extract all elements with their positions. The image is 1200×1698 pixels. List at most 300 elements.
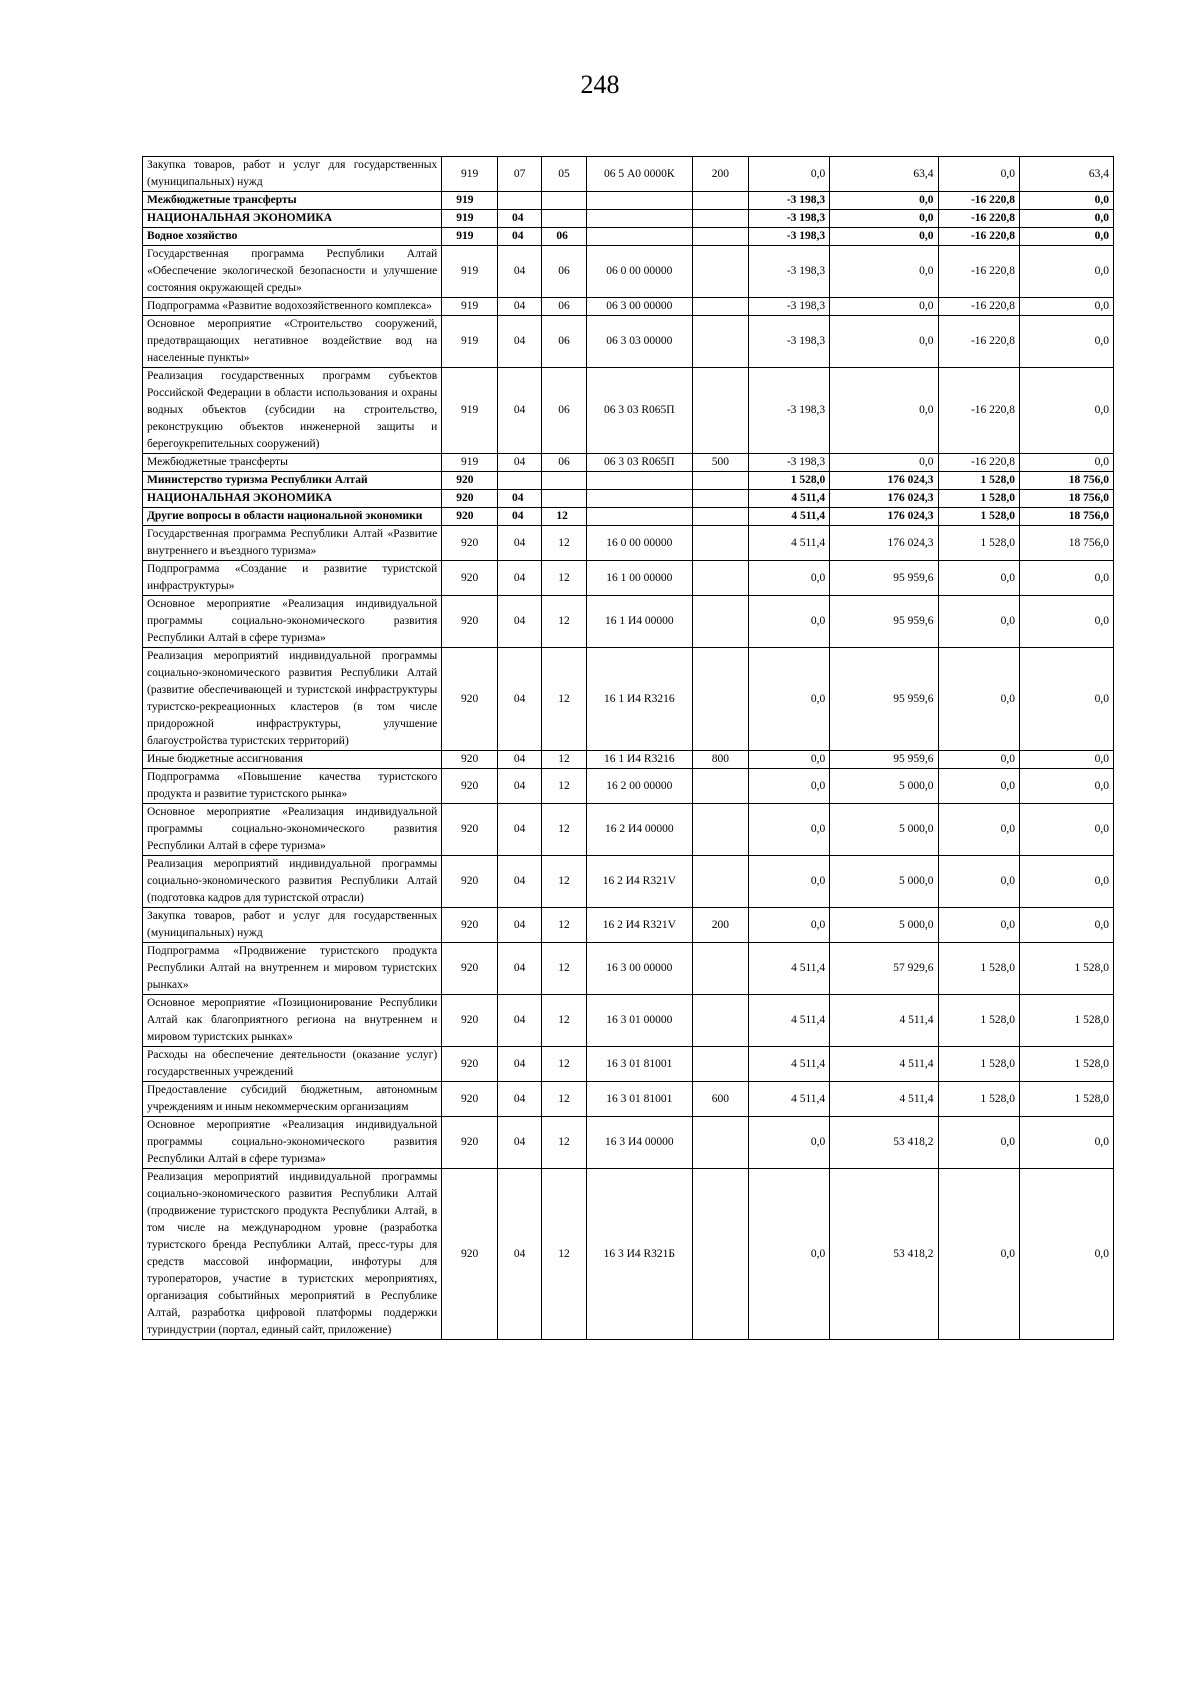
amount-1: 0,0 [748, 908, 830, 943]
row-name: Основное мероприятие «Реализация индивидуальной программы социально-экономического развития Республики Алтай в сфере туризма» [143, 804, 442, 856]
ministry-code: 919 [442, 368, 498, 454]
amount-3: -16 220,8 [938, 228, 1020, 246]
expense-type-code [692, 856, 748, 908]
section-code: 04 [497, 561, 541, 596]
subsection-code: 12 [542, 908, 586, 943]
target-article-code: 16 2 00 00000 [586, 769, 692, 804]
table-row [143, 210, 1114, 228]
amount-3: 0,0 [938, 804, 1020, 856]
expense-type-code [692, 192, 748, 210]
amount-4: 0,0 [1020, 648, 1114, 751]
ministry-code: 920 [442, 1047, 498, 1082]
amount-1: 0,0 [748, 856, 830, 908]
ministry-code: 920 [442, 908, 498, 943]
ministry-code: 920 [442, 1169, 498, 1340]
amount-2: 0,0 [830, 368, 938, 454]
amount-4: 1 528,0 [1020, 995, 1114, 1047]
table-row [143, 472, 1114, 490]
amount-2: 0,0 [830, 210, 938, 228]
amount-4: 1 528,0 [1020, 1082, 1114, 1117]
amount-2: 176 024,3 [830, 508, 938, 526]
target-article-code: 16 3 И4 00000 [586, 1117, 692, 1169]
target-article-code [586, 490, 692, 508]
ministry-code: 920 [442, 995, 498, 1047]
amount-2: 5 000,0 [830, 856, 938, 908]
row-name: Подпрограмма «Повышение качества туристского продукта и развитие туристского рынка» [143, 769, 442, 804]
target-article-code: 06 3 03 R065П [586, 368, 692, 454]
amount-3: -16 220,8 [938, 298, 1020, 316]
subsection-code: 06 [542, 368, 586, 454]
amount-1: 0,0 [748, 157, 830, 192]
table-row [143, 157, 1114, 192]
expense-type-code: 800 [692, 751, 748, 769]
amount-3: 1 528,0 [938, 508, 1020, 526]
amount-3: 0,0 [938, 769, 1020, 804]
expense-type-code [692, 1117, 748, 1169]
section-code: 04 [497, 856, 541, 908]
table-row [143, 561, 1114, 596]
amount-4: 0,0 [1020, 192, 1114, 210]
subsection-code: 12 [542, 508, 586, 526]
target-article-code: 16 3 И4 R321Б [586, 1169, 692, 1340]
amount-3: 0,0 [938, 648, 1020, 751]
amount-4: 18 756,0 [1020, 526, 1114, 561]
subsection-code [542, 192, 586, 210]
row-name: Водное хозяйство [143, 228, 442, 246]
table-row [143, 1117, 1114, 1169]
subsection-code: 06 [542, 316, 586, 368]
section-code: 04 [497, 490, 541, 508]
target-article-code: 16 1 00 00000 [586, 561, 692, 596]
table-row [143, 1169, 1114, 1340]
amount-1: 4 511,4 [748, 490, 830, 508]
section-code: 04 [497, 316, 541, 368]
amount-4: 63,4 [1020, 157, 1114, 192]
amount-3: 0,0 [938, 561, 1020, 596]
amount-1: 4 511,4 [748, 508, 830, 526]
table-row [143, 454, 1114, 472]
expense-type-code [692, 472, 748, 490]
amount-4: 0,0 [1020, 751, 1114, 769]
amount-3: 0,0 [938, 908, 1020, 943]
ministry-code: 920 [442, 856, 498, 908]
amount-4: 18 756,0 [1020, 508, 1114, 526]
amount-2: 53 418,2 [830, 1169, 938, 1340]
row-name: Подпрограмма «Развитие водохозяйственного комплекса» [143, 298, 442, 316]
row-name: Реализация государственных программ субъектов Российской Федерации в области использования и охраны водных объектов (субсидии на строительство, реконструкцию объектов инженерной защиты и берегоукрепительных сооружений) [143, 368, 442, 454]
row-name: Подпрограмма «Создание и развитие туристской инфраструктуры» [143, 561, 442, 596]
expense-type-code [692, 769, 748, 804]
ministry-code: 920 [442, 751, 498, 769]
amount-2: 0,0 [830, 192, 938, 210]
amount-1: -3 198,3 [748, 454, 830, 472]
expense-type-code [692, 804, 748, 856]
amount-4: 0,0 [1020, 246, 1114, 298]
amount-4: 0,0 [1020, 769, 1114, 804]
amount-4: 0,0 [1020, 298, 1114, 316]
table-row [143, 1082, 1114, 1117]
amount-2: 4 511,4 [830, 1047, 938, 1082]
section-code: 04 [497, 1047, 541, 1082]
section-code: 04 [497, 995, 541, 1047]
amount-1: -3 198,3 [748, 228, 830, 246]
table-row [143, 228, 1114, 246]
row-name: НАЦИОНАЛЬНАЯ ЭКОНОМИКА [143, 490, 442, 508]
expense-type-code [692, 648, 748, 751]
ministry-code: 919 [442, 298, 498, 316]
amount-3: -16 220,8 [938, 192, 1020, 210]
amount-3: 0,0 [938, 157, 1020, 192]
expense-type-code [692, 1047, 748, 1082]
expense-type-code: 600 [692, 1082, 748, 1117]
table-row [143, 508, 1114, 526]
ministry-code: 920 [442, 596, 498, 648]
target-article-code: 16 3 01 81001 [586, 1047, 692, 1082]
expense-type-code [692, 228, 748, 246]
expense-type-code [692, 490, 748, 508]
amount-2: 63,4 [830, 157, 938, 192]
target-article-code: 16 1 И4 R3216 [586, 648, 692, 751]
amount-3: -16 220,8 [938, 210, 1020, 228]
section-code: 04 [497, 1169, 541, 1340]
subsection-code: 12 [542, 751, 586, 769]
amount-4: 0,0 [1020, 1169, 1114, 1340]
subsection-code: 12 [542, 1047, 586, 1082]
ministry-code: 920 [442, 648, 498, 751]
row-name: Государственная программа Республики Алтай «Развитие внутреннего и въездного туризма» [143, 526, 442, 561]
amount-2: 176 024,3 [830, 526, 938, 561]
expense-type-code [692, 316, 748, 368]
ministry-code: 920 [442, 561, 498, 596]
section-code: 04 [497, 596, 541, 648]
amount-1: 0,0 [748, 1169, 830, 1340]
page-number: 248 [580, 70, 620, 99]
amount-4: 0,0 [1020, 228, 1114, 246]
expense-type-code [692, 596, 748, 648]
row-name: Основное мероприятие «Строительство сооружений, предотвращающих негативное воздействие вод на населенные пункты» [143, 316, 442, 368]
amount-3: 1 528,0 [938, 1082, 1020, 1117]
table-row [143, 908, 1114, 943]
section-code: 04 [497, 1082, 541, 1117]
target-article-code: 16 2 И4 R321V [586, 908, 692, 943]
section-code: 04 [497, 246, 541, 298]
table-row [143, 596, 1114, 648]
amount-2: 4 511,4 [830, 1082, 938, 1117]
amount-3: -16 220,8 [938, 454, 1020, 472]
amount-3: 1 528,0 [938, 526, 1020, 561]
ministry-code: 919 [442, 210, 498, 228]
target-article-code [586, 228, 692, 246]
ministry-code: 920 [442, 804, 498, 856]
amount-3: 0,0 [938, 751, 1020, 769]
subsection-code [542, 490, 586, 508]
row-name: Основное мероприятие «Реализация индивидуальной программы социально-экономического развития Республики Алтай в сфере туризма» [143, 1117, 442, 1169]
table-row [143, 648, 1114, 751]
amount-4: 0,0 [1020, 856, 1114, 908]
subsection-code: 12 [542, 596, 586, 648]
subsection-code: 12 [542, 561, 586, 596]
section-code: 04 [497, 368, 541, 454]
row-name: Реализация мероприятий индивидуальной программы социально-экономического развития Республики Алтай (развитие обеспечивающей и туристской инфраструктуры туристско-рекреационных кластеров (в том числе придорожной инфраструктуры, улучшение благоустройства туристских территорий) [143, 648, 442, 751]
amount-3: 0,0 [938, 596, 1020, 648]
amount-3: -16 220,8 [938, 316, 1020, 368]
row-name: Другие вопросы в области национальной экономики [143, 508, 442, 526]
row-name: Межбюджетные трансферты [143, 454, 442, 472]
amount-1: 0,0 [748, 769, 830, 804]
amount-1: -3 198,3 [748, 368, 830, 454]
row-name: НАЦИОНАЛЬНАЯ ЭКОНОМИКА [143, 210, 442, 228]
expense-type-code [692, 995, 748, 1047]
row-name: Предоставление субсидий бюджетным, автономным учреждениям и иным некоммерческим организациям [143, 1082, 442, 1117]
expense-type-code: 500 [692, 454, 748, 472]
subsection-code: 12 [542, 1117, 586, 1169]
table-row [143, 751, 1114, 769]
amount-3: 0,0 [938, 856, 1020, 908]
table-row [143, 856, 1114, 908]
target-article-code [586, 472, 692, 490]
section-code: 04 [497, 298, 541, 316]
amount-1: 0,0 [748, 561, 830, 596]
amount-3: 1 528,0 [938, 1047, 1020, 1082]
amount-2: 53 418,2 [830, 1117, 938, 1169]
table-row [143, 490, 1114, 508]
section-code: 04 [497, 210, 541, 228]
target-article-code: 16 3 01 00000 [586, 995, 692, 1047]
amount-1: 1 528,0 [748, 472, 830, 490]
expense-type-code [692, 1169, 748, 1340]
amount-3: 1 528,0 [938, 490, 1020, 508]
amount-1: 4 511,4 [748, 995, 830, 1047]
amount-4: 0,0 [1020, 210, 1114, 228]
amount-4: 1 528,0 [1020, 943, 1114, 995]
section-code [497, 472, 541, 490]
subsection-code: 12 [542, 1169, 586, 1340]
amount-1: 0,0 [748, 648, 830, 751]
amount-4: 0,0 [1020, 908, 1114, 943]
amount-4: 0,0 [1020, 368, 1114, 454]
ministry-code: 920 [442, 508, 498, 526]
subsection-code: 12 [542, 648, 586, 751]
target-article-code: 16 3 00 00000 [586, 943, 692, 995]
subsection-code: 06 [542, 298, 586, 316]
section-code: 04 [497, 648, 541, 751]
target-article-code [586, 210, 692, 228]
amount-2: 176 024,3 [830, 472, 938, 490]
subsection-code: 06 [542, 454, 586, 472]
table-row [143, 804, 1114, 856]
target-article-code: 16 0 00 00000 [586, 526, 692, 561]
amount-2: 4 511,4 [830, 995, 938, 1047]
amount-2: 5 000,0 [830, 769, 938, 804]
target-article-code: 16 3 01 81001 [586, 1082, 692, 1117]
table-row [143, 368, 1114, 454]
amount-1: 4 511,4 [748, 526, 830, 561]
amount-4: 1 528,0 [1020, 1047, 1114, 1082]
amount-4: 18 756,0 [1020, 472, 1114, 490]
expense-type-code [692, 561, 748, 596]
budget-table [142, 156, 1114, 1340]
table-row [143, 943, 1114, 995]
amount-4: 0,0 [1020, 316, 1114, 368]
section-code: 04 [497, 908, 541, 943]
amount-3: -16 220,8 [938, 246, 1020, 298]
amount-4: 0,0 [1020, 561, 1114, 596]
table-row [143, 769, 1114, 804]
row-name: Расходы на обеспечение деятельности (оказание услуг) государственных учреждений [143, 1047, 442, 1082]
subsection-code: 12 [542, 995, 586, 1047]
amount-2: 95 959,6 [830, 751, 938, 769]
amount-2: 0,0 [830, 228, 938, 246]
target-article-code: 16 2 И4 R321V [586, 856, 692, 908]
amount-1: -3 198,3 [748, 298, 830, 316]
amount-3: 0,0 [938, 1169, 1020, 1340]
expense-type-code [692, 210, 748, 228]
row-name: Реализация мероприятий индивидуальной программы социально-экономического развития Республики Алтай (подготовка кадров для туристской отрасли) [143, 856, 442, 908]
ministry-code: 919 [442, 157, 498, 192]
amount-3: 0,0 [938, 1117, 1020, 1169]
row-name: Межбюджетные трансферты [143, 192, 442, 210]
subsection-code: 12 [542, 526, 586, 561]
table-row [143, 526, 1114, 561]
row-name: Подпрограмма «Продвижение туристского продукта Республики Алтай на внутреннем и мировом туристских рынках» [143, 943, 442, 995]
target-article-code [586, 508, 692, 526]
amount-2: 176 024,3 [830, 490, 938, 508]
amount-4: 18 756,0 [1020, 490, 1114, 508]
amount-1: 0,0 [748, 596, 830, 648]
table-row [143, 316, 1114, 368]
section-code: 04 [497, 804, 541, 856]
amount-2: 0,0 [830, 454, 938, 472]
ministry-code: 920 [442, 472, 498, 490]
amount-2: 0,0 [830, 316, 938, 368]
amount-1: -3 198,3 [748, 316, 830, 368]
amount-2: 0,0 [830, 298, 938, 316]
amount-2: 95 959,6 [830, 596, 938, 648]
subsection-code: 05 [542, 157, 586, 192]
target-article-code: 06 3 00 00000 [586, 298, 692, 316]
row-name: Министерство туризма Республики Алтай [143, 472, 442, 490]
subsection-code: 06 [542, 228, 586, 246]
table-row [143, 192, 1114, 210]
subsection-code: 12 [542, 943, 586, 995]
expense-type-code [692, 246, 748, 298]
target-article-code: 06 3 03 00000 [586, 316, 692, 368]
section-code: 04 [497, 228, 541, 246]
amount-1: -3 198,3 [748, 210, 830, 228]
target-article-code: 06 5 А0 0000К [586, 157, 692, 192]
amount-3: 1 528,0 [938, 995, 1020, 1047]
section-code: 04 [497, 508, 541, 526]
subsection-code: 12 [542, 1082, 586, 1117]
expense-type-code [692, 298, 748, 316]
row-name: Закупка товаров, работ и услуг для государственных (муниципальных) нужд [143, 908, 442, 943]
ministry-code: 919 [442, 246, 498, 298]
amount-2: 5 000,0 [830, 908, 938, 943]
section-code: 04 [497, 454, 541, 472]
target-article-code: 16 2 И4 00000 [586, 804, 692, 856]
subsection-code [542, 210, 586, 228]
amount-2: 0,0 [830, 246, 938, 298]
target-article-code [586, 192, 692, 210]
amount-2: 5 000,0 [830, 804, 938, 856]
amount-1: 4 511,4 [748, 1082, 830, 1117]
target-article-code: 06 0 00 00000 [586, 246, 692, 298]
row-name: Основное мероприятие «Реализация индивидуальной программы социально-экономического развития Республики Алтай в сфере туризма» [143, 596, 442, 648]
amount-3: 1 528,0 [938, 943, 1020, 995]
expense-type-code [692, 368, 748, 454]
amount-1: 4 511,4 [748, 1047, 830, 1082]
expense-type-code [692, 508, 748, 526]
ministry-code: 919 [442, 192, 498, 210]
amount-2: 95 959,6 [830, 561, 938, 596]
ministry-code: 920 [442, 490, 498, 508]
ministry-code: 919 [442, 228, 498, 246]
section-code: 04 [497, 751, 541, 769]
target-article-code: 06 3 03 R065П [586, 454, 692, 472]
table-row [143, 246, 1114, 298]
amount-4: 0,0 [1020, 1117, 1114, 1169]
row-name: Реализация мероприятий индивидуальной программы социально-экономического развития Республики Алтай (продвижение туристского продукта Республики Алтай, в том числе на международном уровне (разработка туристского бренда Республики Алтай, пресс-туры для средств массовой информации, инфотуры для туроператоров, участие в туристских мероприятиях, организация событийных мероприятий в Республике Алтай, разработка цифровой платформы поддержки туриндустрии (портал, единый сайт, приложение) [143, 1169, 442, 1340]
amount-1: 4 511,4 [748, 943, 830, 995]
amount-1: 0,0 [748, 804, 830, 856]
amount-2: 95 959,6 [830, 648, 938, 751]
amount-3: 1 528,0 [938, 472, 1020, 490]
ministry-code: 920 [442, 943, 498, 995]
section-code: 04 [497, 769, 541, 804]
target-article-code: 16 1 И4 00000 [586, 596, 692, 648]
subsection-code: 06 [542, 246, 586, 298]
row-name: Основное мероприятие «Позиционирование Республики Алтай как благоприятного региона на внутреннем и мировом туристских рынках» [143, 995, 442, 1047]
amount-4: 0,0 [1020, 596, 1114, 648]
subsection-code: 12 [542, 769, 586, 804]
section-code [497, 192, 541, 210]
ministry-code: 920 [442, 1117, 498, 1169]
table-row [143, 298, 1114, 316]
row-name: Закупка товаров, работ и услуг для государственных (муниципальных) нужд [143, 157, 442, 192]
amount-1: -3 198,3 [748, 192, 830, 210]
ministry-code: 919 [442, 454, 498, 472]
expense-type-code: 200 [692, 908, 748, 943]
table-row [143, 995, 1114, 1047]
row-name: Государственная программа Республики Алтай «Обеспечение экологической безопасности и улучшение состояния окружающей среды» [143, 246, 442, 298]
budget-table-body [143, 157, 1114, 1340]
subsection-code [542, 472, 586, 490]
expense-type-code [692, 526, 748, 561]
section-code: 04 [497, 1117, 541, 1169]
table-row [143, 1047, 1114, 1082]
ministry-code: 919 [442, 316, 498, 368]
ministry-code: 920 [442, 1082, 498, 1117]
amount-4: 0,0 [1020, 804, 1114, 856]
target-article-code: 16 1 И4 R3216 [586, 751, 692, 769]
ministry-code: 920 [442, 769, 498, 804]
amount-1: 0,0 [748, 1117, 830, 1169]
expense-type-code: 200 [692, 157, 748, 192]
ministry-code: 920 [442, 526, 498, 561]
section-code: 04 [497, 526, 541, 561]
section-code: 07 [497, 157, 541, 192]
amount-3: -16 220,8 [938, 368, 1020, 454]
amount-1: -3 198,3 [748, 246, 830, 298]
section-code: 04 [497, 943, 541, 995]
amount-4: 0,0 [1020, 454, 1114, 472]
amount-2: 57 929,6 [830, 943, 938, 995]
subsection-code: 12 [542, 856, 586, 908]
subsection-code: 12 [542, 804, 586, 856]
expense-type-code [692, 943, 748, 995]
row-name: Иные бюджетные ассигнования [143, 751, 442, 769]
amount-1: 0,0 [748, 751, 830, 769]
